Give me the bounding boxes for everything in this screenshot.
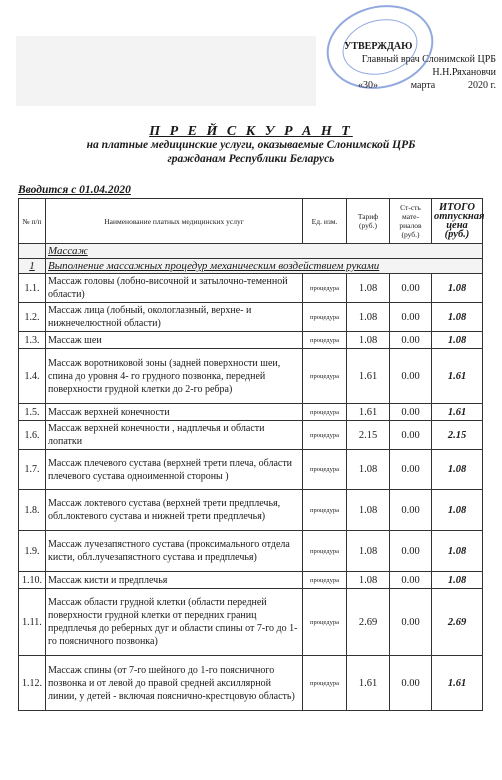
- materials-value: 0.00: [390, 421, 432, 450]
- materials-value: 0.00: [390, 656, 432, 711]
- approval-heading: УТВЕРЖДАЮ: [344, 41, 413, 52]
- total-price: 1.61: [432, 656, 483, 711]
- materials-value: 0.00: [390, 349, 432, 404]
- service-name: Массаж спины (от 7-го шейного до 1-го поясничного позвонка и от левой до правой средней аксиллярной линии, у детей - включая пояснично-крестцовую область): [46, 656, 303, 711]
- subtitle-line-2: гражданам Республики Беларусь: [167, 153, 335, 165]
- approval-date-month: марта: [410, 80, 436, 91]
- tariff-value: 1.08: [347, 274, 390, 303]
- service-name: Массаж кисти и предплечья: [46, 572, 303, 589]
- row-number: 1.4.: [19, 349, 46, 404]
- unit-of-measure: процедура: [303, 589, 347, 656]
- approval-position: Главный врач Слонимской ЦРБ: [361, 54, 496, 65]
- total-price: 1.08: [432, 450, 483, 490]
- subtitle-line-1: на платные медицинские услуги, оказываемые Слонимской ЦРБ: [86, 139, 416, 151]
- header-unit: Ед. изм.: [303, 199, 347, 244]
- tariff-value: 1.61: [347, 349, 390, 404]
- service-name: Массаж области грудной клетки (области передней поверхности грудной клетки от передних границ предплечья до реберных дуг и области спины от 7-го до 1-го поясничного позвонка): [46, 589, 303, 656]
- table-row: [19, 656, 483, 711]
- table-row: [19, 531, 483, 572]
- table-header-row: [19, 199, 483, 244]
- table-row: [19, 490, 483, 531]
- table-row: [19, 421, 483, 450]
- service-name: Массаж плечевого сустава (верхней трети плеча, области плечевого сустава одноименной стороны ): [46, 450, 303, 490]
- table-row: [19, 349, 483, 404]
- row-number: 1.8.: [19, 490, 46, 531]
- total-price: 1.08: [432, 332, 483, 349]
- unit-of-measure: процедура: [303, 349, 347, 404]
- materials-value: 0.00: [390, 332, 432, 349]
- tariff-value: 1.08: [347, 332, 390, 349]
- header-tariff: Тариф (руб.): [347, 199, 390, 244]
- unit-of-measure: процедура: [303, 656, 347, 711]
- subsection-num: 1: [19, 259, 46, 274]
- total-price: 1.08: [432, 490, 483, 531]
- header-materials: Ст-сть мате-риалов (руб.): [390, 199, 432, 244]
- row-number: 1.3.: [19, 332, 46, 349]
- materials-value: 0.00: [390, 274, 432, 303]
- header-num: № п/п: [19, 199, 46, 244]
- unit-of-measure: процедура: [303, 490, 347, 531]
- service-name: Массаж верхней конечности , надплечья и области лопатки: [46, 421, 303, 450]
- total-price: 1.61: [432, 349, 483, 404]
- service-name: Массаж лучезапястного сустава (проксимального отдела кисти, обл.лучезапястного сустава и предплечья): [46, 531, 303, 572]
- approval-date-day: «30»: [358, 80, 378, 91]
- unit-of-measure: процедура: [303, 404, 347, 421]
- materials-value: 0.00: [390, 490, 432, 531]
- materials-value: 0.00: [390, 404, 432, 421]
- table-row: [19, 332, 483, 349]
- unit-of-measure: процедура: [303, 531, 347, 572]
- table-row: [19, 404, 483, 421]
- unit-of-measure: процедура: [303, 450, 347, 490]
- row-number: 1.1.: [19, 274, 46, 303]
- row-number: 1.2.: [19, 303, 46, 332]
- section-row: [19, 244, 483, 259]
- approval-block: [330, 40, 496, 92]
- total-price: 2.69: [432, 589, 483, 656]
- tariff-value: 2.69: [347, 589, 390, 656]
- section-num: [19, 244, 46, 259]
- approval-name: Н.Н.Ряхановчи: [432, 67, 496, 78]
- materials-value: 0.00: [390, 572, 432, 589]
- tariff-value: 2.15: [347, 421, 390, 450]
- faded-background-print: [16, 36, 316, 106]
- unit-of-measure: процедура: [303, 572, 347, 589]
- total-price: 1.08: [432, 303, 483, 332]
- tariff-value: 1.61: [347, 656, 390, 711]
- unit-of-measure: процедура: [303, 274, 347, 303]
- row-number: 1.10.: [19, 572, 46, 589]
- document-title: П Р Е Й С К У Р А Н Т: [149, 124, 353, 139]
- row-number: 1.11.: [19, 589, 46, 656]
- tariff-value: 1.08: [347, 531, 390, 572]
- tariff-value: 1.08: [347, 303, 390, 332]
- table-row: [19, 274, 483, 303]
- row-number: 1.12.: [19, 656, 46, 711]
- table-row: [19, 450, 483, 490]
- service-name: Массаж лица (лобный, окологлазный, верхне- и нижнечелюстной области): [46, 303, 303, 332]
- header-total: ИТОГО отпускная цена (руб.): [432, 199, 483, 244]
- tariff-value: 1.08: [347, 490, 390, 531]
- service-name: Массаж воротниковой зоны (задней поверхности шеи, спина до уровня 4- го грудного позвонка, передней поверхности грудной клетки до 2-го ребра): [46, 349, 303, 404]
- subsection-title: Выполнение массажных процедур механическим воздействием руками: [46, 259, 483, 274]
- approval-date: [330, 79, 496, 92]
- row-number: 1.7.: [19, 450, 46, 490]
- unit-of-measure: процедура: [303, 332, 347, 349]
- tariff-value: 1.08: [347, 450, 390, 490]
- table-row: [19, 303, 483, 332]
- total-price: 1.61: [432, 404, 483, 421]
- total-price: 1.08: [432, 572, 483, 589]
- total-price: 2.15: [432, 421, 483, 450]
- row-number: 1.9.: [19, 531, 46, 572]
- document-subtitle: [0, 138, 502, 166]
- tariff-value: 1.08: [347, 572, 390, 589]
- service-name: Массаж головы (лобно-височной и затылочно-теменной области): [46, 274, 303, 303]
- row-number: 1.5.: [19, 404, 46, 421]
- materials-value: 0.00: [390, 450, 432, 490]
- header-name: Наименование платных медицинских услуг: [46, 199, 303, 244]
- service-name: Массаж локтевого сустава (верхней трети предплечья, обл.локтевого сустава и нижней трети предплечья): [46, 490, 303, 531]
- effective-date: Вводится с 01.04.2020: [18, 184, 131, 196]
- approval-date-year: 2020 г.: [468, 80, 496, 91]
- unit-of-measure: процедура: [303, 303, 347, 332]
- tariff-value: 1.61: [347, 404, 390, 421]
- table-row: [19, 572, 483, 589]
- total-price: 1.08: [432, 274, 483, 303]
- materials-value: 0.00: [390, 589, 432, 656]
- row-number: 1.6.: [19, 421, 46, 450]
- materials-value: 0.00: [390, 531, 432, 572]
- materials-value: 0.00: [390, 303, 432, 332]
- subsection-row: [19, 259, 483, 274]
- section-title: Массаж: [46, 244, 483, 259]
- service-name: Массаж шеи: [46, 332, 303, 349]
- service-name: Массаж верхней конечности: [46, 404, 303, 421]
- table-row: [19, 589, 483, 656]
- unit-of-measure: процедура: [303, 421, 347, 450]
- total-price: 1.08: [432, 531, 483, 572]
- price-table: [18, 198, 483, 711]
